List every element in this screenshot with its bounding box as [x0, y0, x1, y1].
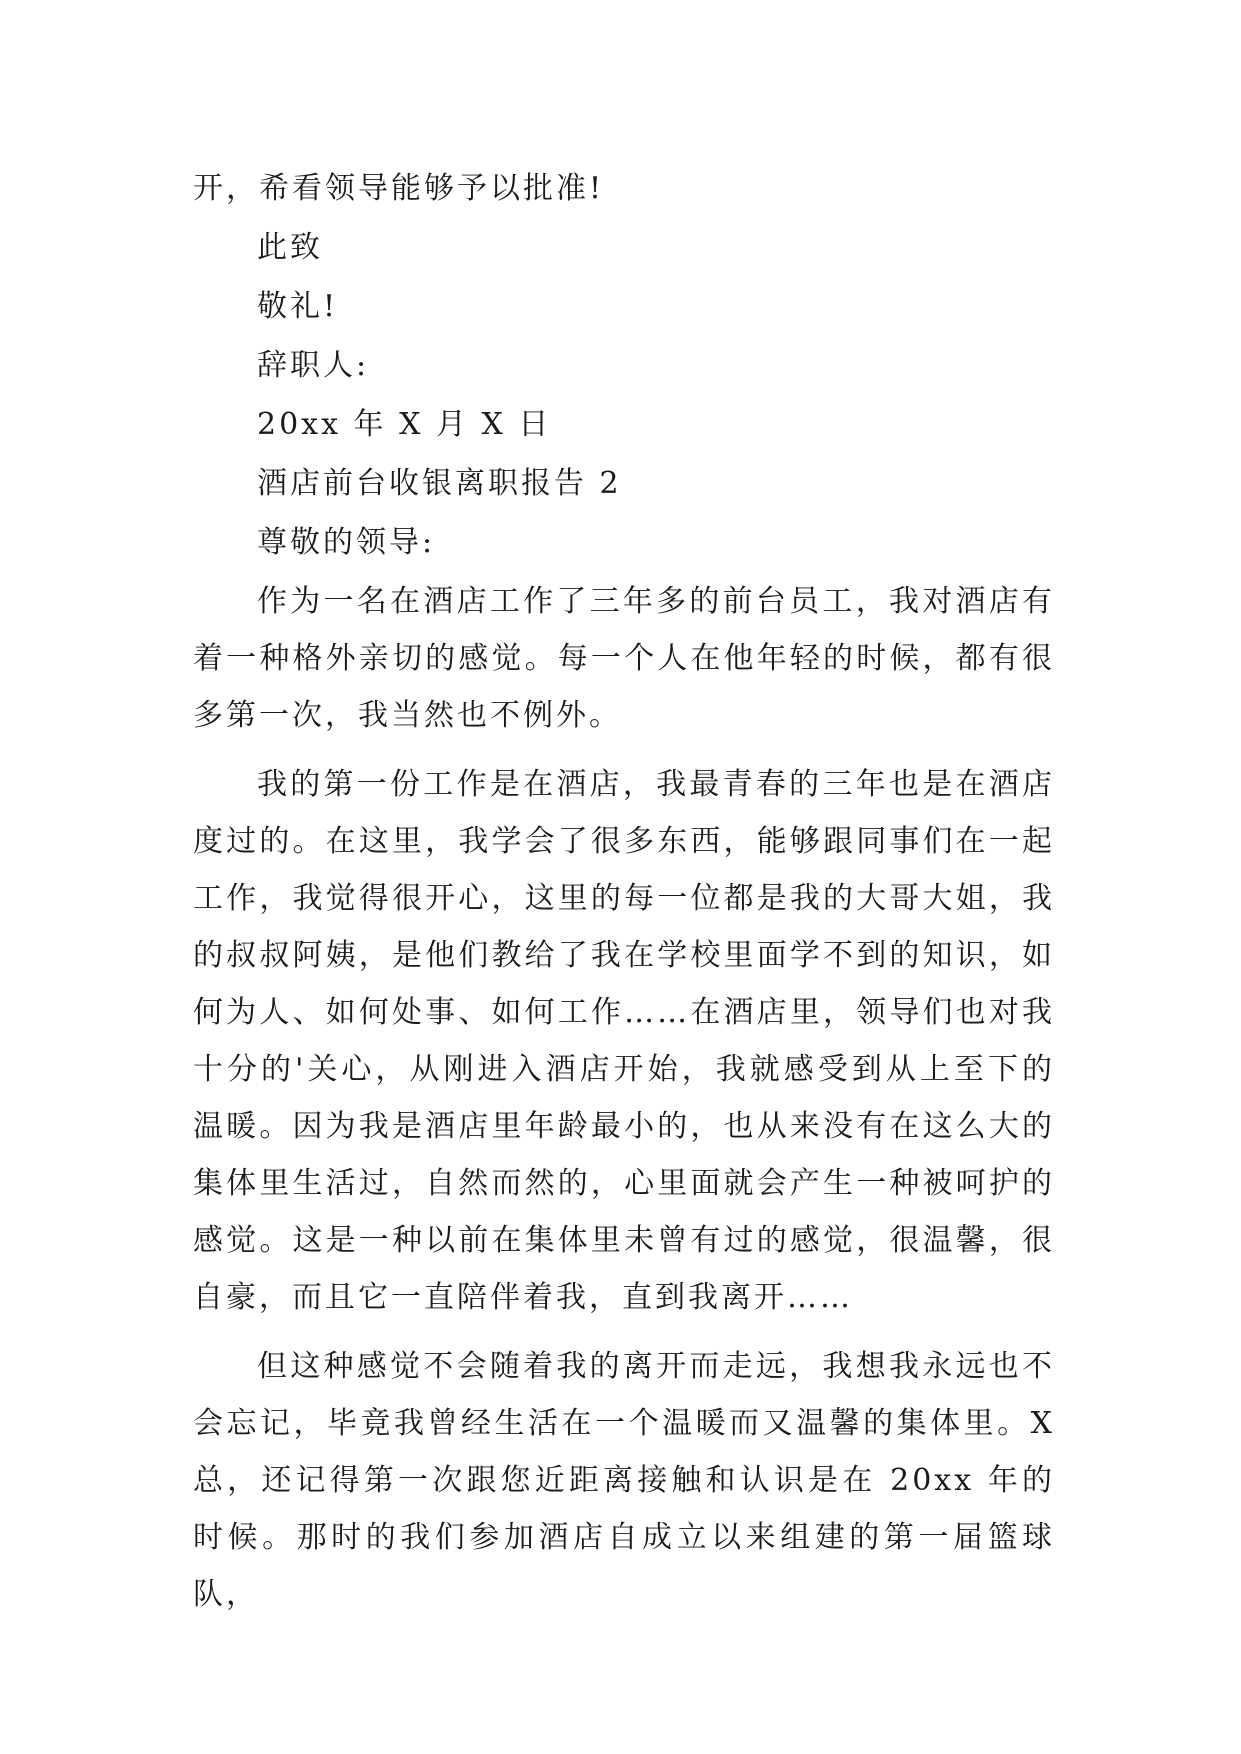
salute-line: 敬礼!: [257, 289, 339, 324]
opening-line: 开，希看领导能够予以批准!: [193, 171, 605, 206]
date-line: 20xx 年 X 月 X 日: [257, 407, 552, 442]
body-paragraph-2: 我的第一份工作是在酒店，我最青春的三年也是在酒店度过的。在这里，我学会了很多东西，能够跟同事们在一起工作，我觉得很开心，这里的每一位都是我的大哥大姐，我的叔叔阿姨，是他们教给了我在学校里面学不到的知识，如何为人、如何处事、如何工作……在酒店里，领导们也对我十分的'关心，从刚进入酒店开始，我就感受到从上至下的温暖。因为我是酒店里年龄最小的，也从来没有在这么大的集体里生活过，自然而然的，心里面就会产生一种被呵护的感觉。这是一种以前在集体里未曾有过的感觉，很温馨，很自豪，而且它一直陪伴着我，直到我离开……: [193, 767, 1055, 1315]
closing-line: 此致: [257, 230, 323, 265]
greeting-line: 尊敬的领导:: [257, 525, 436, 560]
body-paragraph-1: 作为一名在酒店工作了三年多的前台员工，我对酒店有着一种格外亲切的感觉。每一个人在他年轻的时候，都有很多第一次，我当然也不例外。: [193, 584, 1055, 733]
body-paragraph-3: 但这种感觉不会随着我的离开而走远，我想我永远也不会忘记，毕竟我曾经生活在一个温暖而又温馨的集体里。X 总，还记得第一次跟您近距离接触和认识是在 20xx 年的时候。那时的我们参加酒店自成立以来组建的第一届篮球队，: [193, 1349, 1055, 1612]
document-page: [193, 160, 1055, 1635]
signature-label: 辞职人:: [257, 348, 370, 383]
section-title: 酒店前台收银离职报告 2: [257, 466, 622, 501]
